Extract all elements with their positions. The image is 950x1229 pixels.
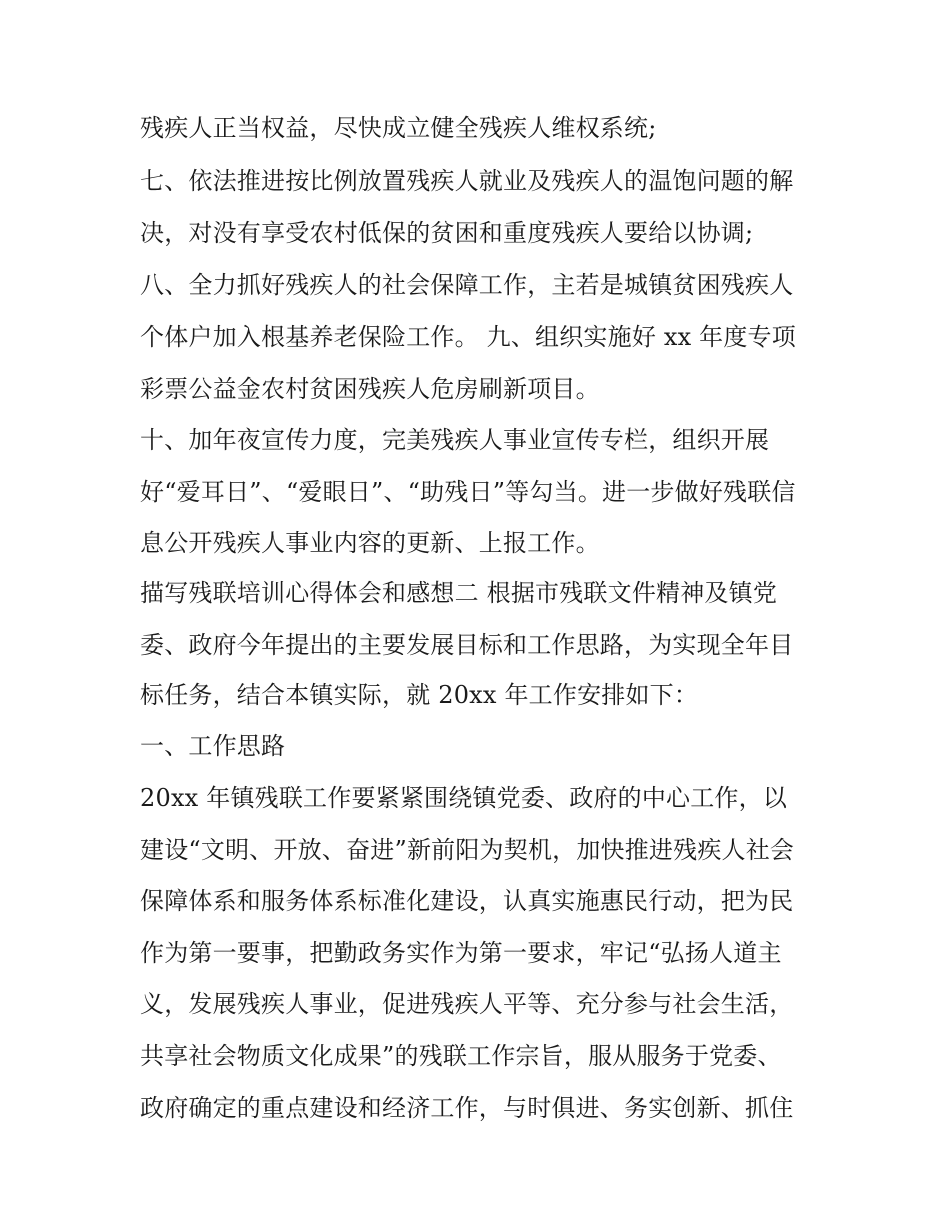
text-line: 标任务，结合本镇实际，就 20xx 年工作安排如下： [140, 681, 699, 709]
text-line: 个体户加入根基养老保险工作。 九、组织实施好 xx 年度专项 [140, 323, 796, 351]
text-line: 作为第一要事，把勤政务实作为第一要求，牢记“弘扬人道主 [140, 939, 782, 967]
text-line: 好“爱耳日”、“爱眼日”、“助残日”等勾当。进一步做好残联信 [140, 478, 796, 506]
text-line: 共享社会物质文化成果”的残联工作宗旨，服从服务于党委、 [140, 1042, 782, 1070]
text-line: 七、依法推进按比例放置残疾人就业及残疾人的温饱问题的解 [140, 167, 794, 195]
text-line: 彩票公益金农村贫困残疾人危房刷新项目。 [140, 375, 600, 403]
text-line: 一、工作思路 [140, 732, 286, 760]
text-line: 20xx 年镇残联工作要紧紧围绕镇党委、政府的中心工作，以 [140, 784, 788, 812]
text-line: 描写残联培训心得体会和感想二 根据市残联文件精神及镇党 [140, 579, 778, 607]
text-line: 政府确定的重点建设和经济工作，与时俱进、务实创新、抓住 [140, 1094, 794, 1122]
text-line: 保障体系和服务体系标准化建设，认真实施惠民行动，把为民 [140, 887, 794, 915]
text-line: 八、全力抓好残疾人的社会保障工作，主若是城镇贫困残疾人 [140, 271, 794, 299]
text-line: 义，发展残疾人事业，促进残疾人平等、充分参与社会生活， [140, 990, 794, 1018]
text-line: 委、政府今年提出的主要发展目标和工作思路，为实现全年目 [140, 631, 794, 659]
text-line: 决，对没有享受农村低保的贫困和重度残疾人要给以协调; [140, 219, 754, 247]
text-line: 息公开残疾人事业内容的更新、上报工作。 [140, 529, 600, 557]
text-line: 十、加年夜宣传力度，完美残疾人事业宣传专栏，组织开展 [140, 426, 770, 454]
text-line: 残疾人正当权益，尽快成立健全残疾人维权系统; [140, 114, 657, 142]
text-line: 建设“文明、开放、奋进”新前阳为契机，加快推进残疾人社会 [140, 836, 795, 864]
